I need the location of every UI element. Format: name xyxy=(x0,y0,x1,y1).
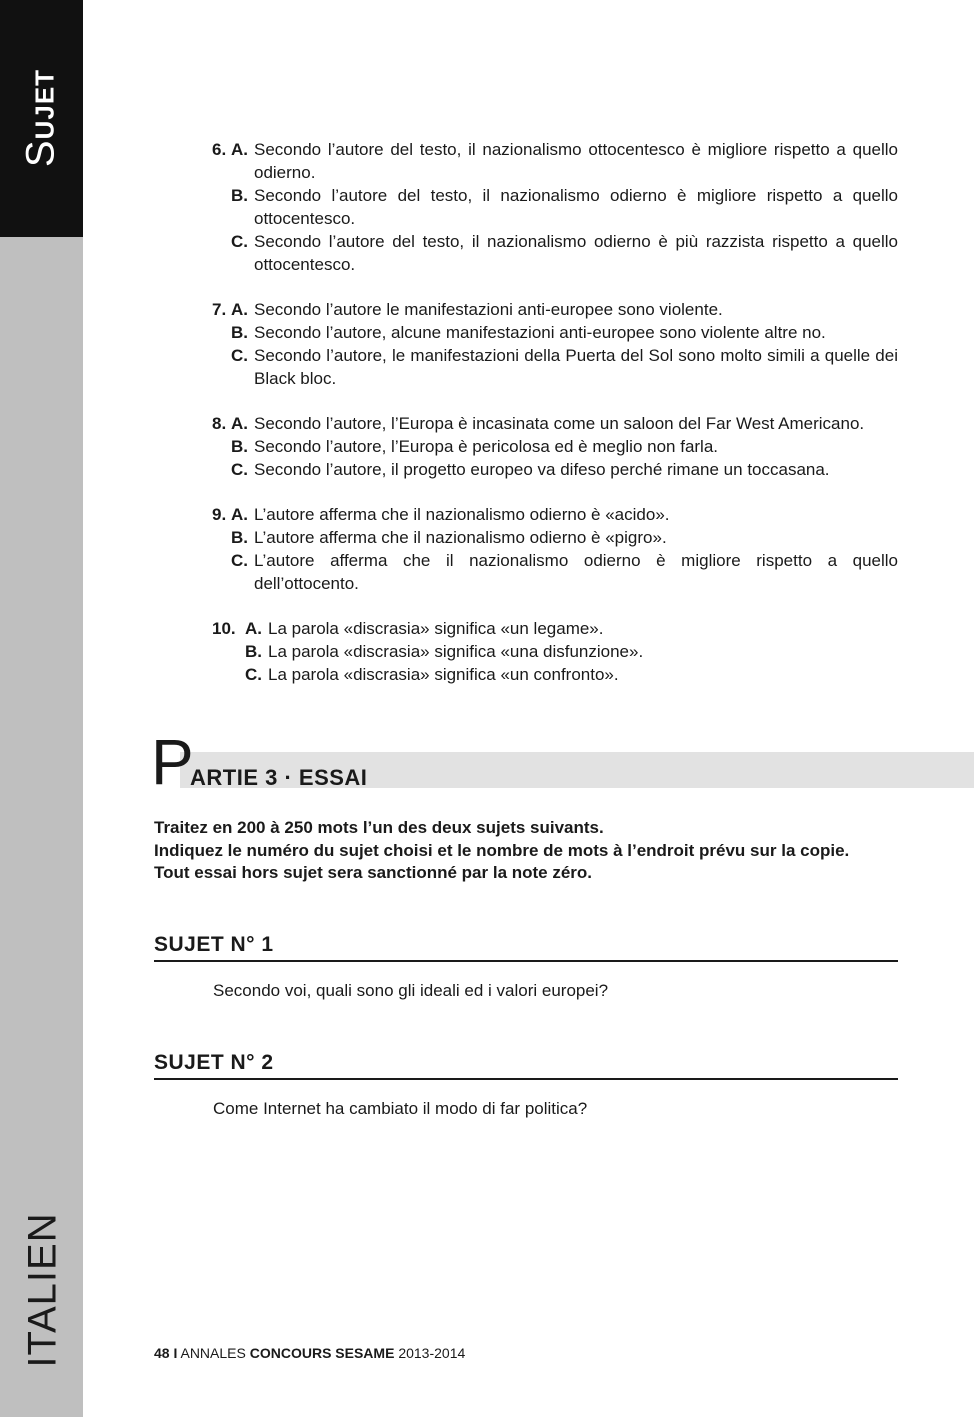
option: 9. A. L’autore afferma che il nazionalismo odierno è «acido». xyxy=(212,505,670,524)
footer-years: 2013-2014 xyxy=(398,1345,466,1361)
option: C. L’autore afferma che il nazionalismo odierno è migliore rispetto a quello dell’ottocento. xyxy=(231,551,898,593)
sujet-2-text: Come Internet ha cambiato il modo di far politica? xyxy=(213,1099,588,1118)
option: C. Secondo l’autore del testo, il nazionalismo odierno è più razzista rispetto a quello ottocentesco. xyxy=(231,232,898,274)
option: 10. A. La parola «discrasia» significa «un legame». xyxy=(212,619,604,638)
section-header-initial: P xyxy=(151,726,194,798)
instruction-line: Traitez en 200 à 250 mots l’un des deux sujets suivants. xyxy=(154,818,604,837)
option: B. La parola «discrasia» significa «una disfunzione». xyxy=(245,642,644,661)
sujet-1-title: SUJET N° 1 xyxy=(154,932,898,962)
option: B. Secondo l’autore del testo, il nazionalismo odierno è migliore rispetto a quello ottocentesco. xyxy=(231,186,898,228)
page-number: 48 xyxy=(154,1345,170,1361)
question-8 xyxy=(212,412,898,481)
option: B. Secondo l’autore, alcune manifestazioni anti-europee sono violente altre no. xyxy=(231,323,826,342)
option: C. La parola «discrasia» significa «un confronto». xyxy=(245,665,619,684)
sujet-1-text: Secondo voi, quali sono gli ideali ed i valori europei? xyxy=(213,981,609,1000)
footer-concours: CONCOURS SESAME xyxy=(249,1345,395,1361)
question-6 xyxy=(212,138,898,276)
section-header-title: ARTIE 3 · ESSAI xyxy=(190,765,368,790)
page-footer xyxy=(154,1344,465,1362)
instruction-line: Tout essai hors sujet sera sanctionné par la note zéro. xyxy=(154,863,593,882)
footer-separator: I xyxy=(173,1345,178,1361)
option: 8. A. Secondo l’autore, l’Europa è incasinata come un saloon del Far West Americano. xyxy=(212,414,865,433)
question-9 xyxy=(212,503,898,595)
instruction-line: Indiquez le numéro du sujet choisi et le nombre de mots à l’endroit prévu sur la copie. xyxy=(154,840,850,860)
option: 7. A. Secondo l’autore le manifestazioni anti-europee sono violente. xyxy=(212,300,723,319)
side-label-sujet: SUJET xyxy=(18,68,63,168)
side-label-subject: ITALIEN xyxy=(20,1212,65,1368)
sujet-2-title: SUJET N° 2 xyxy=(154,1050,898,1080)
footer-annales: ANNALES xyxy=(180,1345,246,1361)
option: C. Secondo l’autore, il progetto europeo va difeso perché rimane un toccasana. xyxy=(231,460,830,479)
question-10 xyxy=(212,617,898,686)
option: 6. A. Secondo l’autore del testo, il nazionalismo ottocentesco è migliore rispetto a quello odierno. xyxy=(212,140,898,182)
questions-list xyxy=(212,138,898,708)
option: B. Secondo l’autore, l’Europa è pericolosa ed è meglio non farla. xyxy=(231,437,719,456)
instructions xyxy=(154,817,914,885)
question-7 xyxy=(212,298,898,390)
option: C. Secondo l’autore, le manifestazioni della Puerta del Sol sono molto simili a quelle dei Black bloc. xyxy=(231,346,898,388)
option: B. L’autore afferma che il nazionalismo odierno è «pigro». xyxy=(231,528,667,547)
